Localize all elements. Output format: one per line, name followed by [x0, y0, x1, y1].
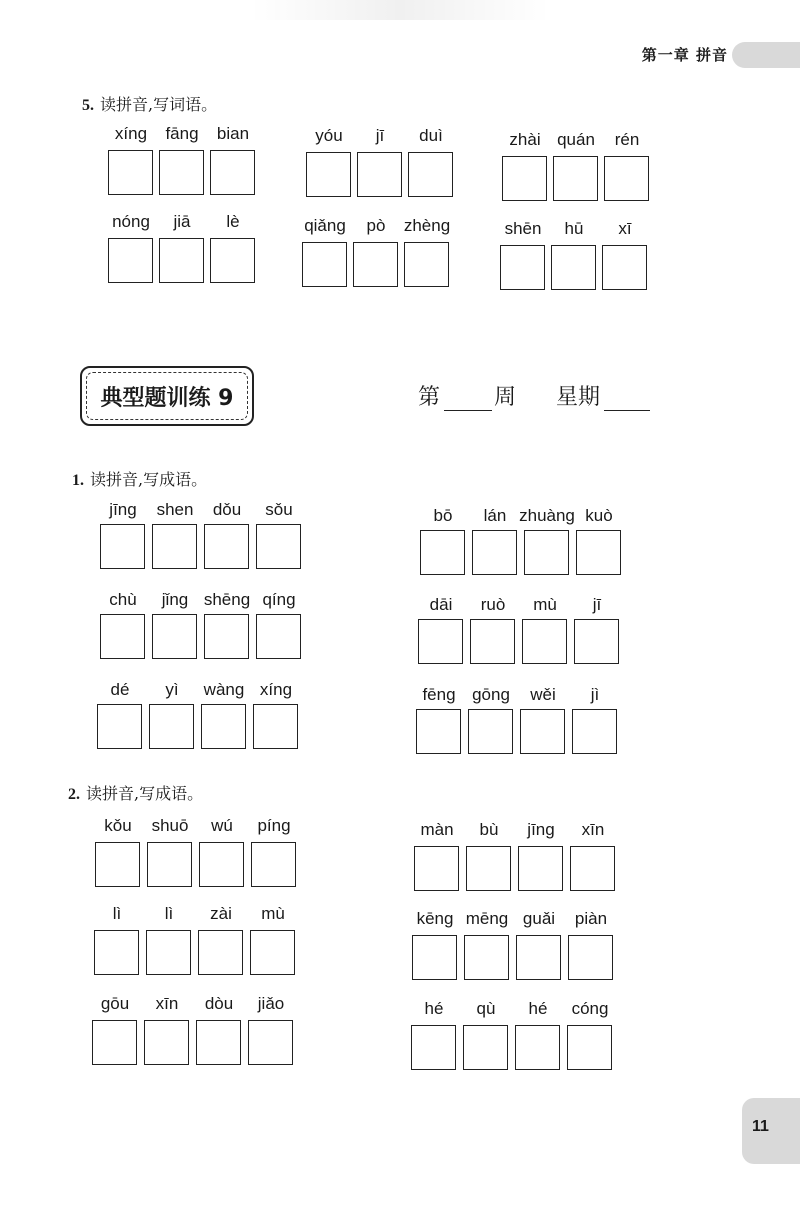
pinyin-label: yóu: [315, 126, 343, 145]
character-writing-box[interactable]: [94, 930, 139, 975]
character-writing-box[interactable]: [198, 930, 243, 975]
pinyin-label: xīn: [155, 994, 179, 1013]
pinyin-label: shuō: [151, 816, 189, 835]
character-writing-box[interactable]: [108, 150, 153, 195]
pinyin-label: zhài: [509, 130, 541, 149]
pinyin-label: nóng: [112, 212, 150, 231]
question-instruction: 读拼音,写词语。: [100, 95, 218, 114]
character-writing-box[interactable]: [515, 1025, 560, 1070]
question-number: 2.: [68, 786, 80, 803]
character-writing-box[interactable]: [201, 704, 246, 749]
page-number-tab: [742, 1098, 800, 1164]
pinyin-label: fēng: [422, 685, 456, 704]
character-writing-box[interactable]: [502, 156, 547, 201]
weekday-blank[interactable]: [604, 410, 650, 411]
pinyin-label: gōng: [472, 685, 510, 704]
pinyin-label: cóng: [571, 999, 609, 1018]
character-writing-box[interactable]: [144, 1020, 189, 1065]
character-writing-box[interactable]: [159, 150, 204, 195]
character-writing-box[interactable]: [108, 238, 153, 283]
pinyin-label: hū: [564, 219, 584, 238]
pinyin-label: sǒu: [265, 500, 293, 519]
pinyin-label: bō: [433, 506, 453, 525]
pinyin-label: mù: [533, 595, 557, 614]
character-writing-box[interactable]: [604, 156, 649, 201]
pinyin-label: píng: [257, 816, 291, 835]
character-writing-box[interactable]: [251, 842, 296, 887]
character-writing-box[interactable]: [210, 238, 255, 283]
pinyin-label: chù: [109, 590, 137, 609]
character-writing-box[interactable]: [152, 614, 197, 659]
pinyin-label: xíng: [114, 124, 148, 143]
chapter-header: [0, 36, 800, 72]
character-writing-box[interactable]: [152, 524, 197, 569]
pinyin-label: quán: [557, 130, 595, 149]
character-writing-box[interactable]: [196, 1020, 241, 1065]
pinyin-label: zhuàng: [519, 506, 575, 525]
pinyin-label: guǎi: [522, 909, 556, 928]
pinyin-label: ruò: [480, 595, 506, 614]
pinyin-label: dāi: [429, 595, 453, 614]
character-writing-box[interactable]: [100, 614, 145, 659]
pinyin-label: jīng: [109, 500, 137, 519]
pinyin-label: jī: [375, 126, 385, 145]
character-writing-box[interactable]: [353, 242, 398, 287]
character-writing-box[interactable]: [253, 704, 298, 749]
character-writing-box[interactable]: [95, 842, 140, 887]
character-writing-box[interactable]: [210, 150, 255, 195]
question-number: 1.: [72, 472, 84, 489]
pinyin-label: fāng: [165, 124, 199, 143]
character-writing-box[interactable]: [412, 935, 457, 980]
character-writing-box[interactable]: [404, 242, 449, 287]
pinyin-label: pò: [366, 216, 386, 235]
character-writing-box[interactable]: [97, 704, 142, 749]
pinyin-label: lè: [226, 212, 240, 231]
week-mid-label: 周: [494, 385, 517, 410]
pinyin-label: qù: [476, 999, 496, 1018]
question-2-title: [68, 781, 203, 804]
character-writing-box[interactable]: [204, 524, 249, 569]
pinyin-label: xī: [618, 219, 632, 238]
chapter-tab: [732, 42, 800, 68]
pinyin-label: lì: [112, 904, 122, 923]
pinyin-label: shēn: [504, 219, 542, 238]
character-writing-box[interactable]: [470, 619, 515, 664]
page-number: 11: [752, 1118, 769, 1135]
character-writing-box[interactable]: [204, 614, 249, 659]
pinyin-label: duì: [419, 126, 443, 145]
character-writing-box[interactable]: [602, 245, 647, 290]
weekday-label: 星期: [556, 385, 601, 410]
pinyin-label: màn: [420, 820, 454, 839]
pinyin-label: shen: [156, 500, 194, 519]
section-badge: [80, 366, 254, 426]
pinyin-label: wàng: [203, 680, 245, 699]
week-day-line: [418, 380, 658, 416]
pinyin-label: gōu: [100, 994, 130, 1013]
character-writing-box[interactable]: [149, 704, 194, 749]
pinyin-label: jiā: [173, 212, 191, 231]
pinyin-label: kuò: [585, 506, 613, 525]
pinyin-label: qíng: [262, 590, 296, 609]
pinyin-label: dé: [110, 680, 130, 699]
character-writing-box[interactable]: [92, 1020, 137, 1065]
character-writing-box[interactable]: [553, 156, 598, 201]
character-writing-box[interactable]: [500, 245, 545, 290]
question-5-title: [82, 92, 217, 115]
character-writing-box[interactable]: [572, 709, 617, 754]
pinyin-label: dòu: [204, 994, 234, 1013]
character-writing-box[interactable]: [250, 930, 295, 975]
week-label: 第: [418, 385, 441, 410]
question-number: 5.: [82, 97, 94, 114]
character-writing-box[interactable]: [570, 846, 615, 891]
pinyin-label: mēng: [465, 909, 509, 928]
pinyin-label: zhèng: [403, 216, 451, 235]
pinyin-label: xīn: [581, 820, 605, 839]
character-writing-box[interactable]: [468, 709, 513, 754]
question-instruction: 读拼音,写成语。: [86, 784, 204, 803]
character-writing-box[interactable]: [302, 242, 347, 287]
character-writing-box[interactable]: [357, 152, 402, 197]
pinyin-label: yì: [165, 680, 179, 699]
character-writing-box[interactable]: [568, 935, 613, 980]
pinyin-label: wú: [211, 816, 233, 835]
pinyin-label: kǒu: [104, 816, 132, 835]
character-writing-box[interactable]: [147, 842, 192, 887]
character-writing-box[interactable]: [574, 619, 619, 664]
character-writing-box[interactable]: [518, 846, 563, 891]
pinyin-label: dǒu: [212, 500, 242, 519]
character-writing-box[interactable]: [466, 846, 511, 891]
character-writing-box[interactable]: [522, 619, 567, 664]
character-writing-box[interactable]: [199, 842, 244, 887]
pinyin-label: zài: [210, 904, 232, 923]
character-writing-box[interactable]: [463, 1025, 508, 1070]
pinyin-label: shēng: [203, 590, 251, 609]
character-writing-box[interactable]: [420, 530, 465, 575]
character-writing-box[interactable]: [472, 530, 517, 575]
character-writing-box[interactable]: [551, 245, 596, 290]
character-writing-box[interactable]: [411, 1025, 456, 1070]
pinyin-label: qiǎng: [304, 216, 346, 235]
pinyin-label: jīng: [527, 820, 555, 839]
pinyin-label: wěi: [530, 685, 556, 704]
character-writing-box[interactable]: [146, 930, 191, 975]
pinyin-label: rén: [614, 130, 640, 149]
pinyin-label: lán: [483, 506, 507, 525]
character-writing-box[interactable]: [418, 619, 463, 664]
pinyin-label: jǐng: [161, 590, 189, 609]
character-writing-box[interactable]: [516, 935, 561, 980]
pinyin-label: kēng: [416, 909, 454, 928]
pinyin-label: bian: [216, 124, 250, 143]
pinyin-label: hé: [424, 999, 444, 1018]
pinyin-label: jiǎo: [257, 994, 285, 1013]
character-writing-box[interactable]: [256, 614, 301, 659]
character-writing-box[interactable]: [248, 1020, 293, 1065]
pinyin-label: hé: [528, 999, 548, 1018]
character-writing-box[interactable]: [520, 709, 565, 754]
character-writing-box[interactable]: [159, 238, 204, 283]
character-writing-box[interactable]: [567, 1025, 612, 1070]
pinyin-label: mù: [261, 904, 285, 923]
character-writing-box[interactable]: [414, 846, 459, 891]
pinyin-label: lì: [164, 904, 174, 923]
pinyin-label: jì: [590, 685, 600, 704]
character-writing-box[interactable]: [256, 524, 301, 569]
chapter-title: 第一章 拼音: [641, 46, 728, 64]
character-writing-box[interactable]: [576, 530, 621, 575]
pinyin-label: piàn: [574, 909, 608, 928]
pinyin-label: xíng: [259, 680, 293, 699]
character-writing-box[interactable]: [416, 709, 461, 754]
question-1-title: [72, 467, 207, 490]
character-writing-box[interactable]: [100, 524, 145, 569]
character-writing-box[interactable]: [408, 152, 453, 197]
character-writing-box[interactable]: [306, 152, 351, 197]
character-writing-box[interactable]: [464, 935, 509, 980]
week-blank[interactable]: [444, 410, 492, 411]
pinyin-label: jī: [592, 595, 602, 614]
pinyin-label: bù: [479, 820, 499, 839]
question-instruction: 读拼音,写成语。: [90, 470, 208, 489]
section-title: 典型题训练 9: [100, 385, 234, 411]
scan-shadow: [250, 0, 550, 20]
character-writing-box[interactable]: [524, 530, 569, 575]
